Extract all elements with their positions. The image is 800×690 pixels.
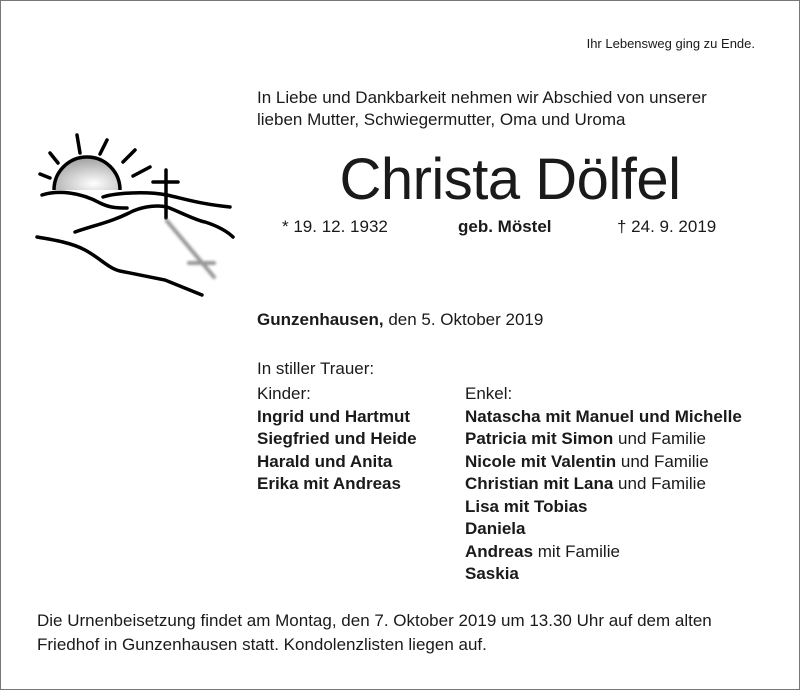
footer-line-1: Die Urnenbeisetzung findet am Montag, den 7. Oktober 2019 um 13.30 Uhr auf dem alten [37,611,712,630]
place: Gunzenhausen, [257,310,384,329]
death-date: † 24. 9. 2019 [617,217,717,236]
intro-line-2: lieben Mutter, Schwiegermutter, Oma und Uroma [257,110,626,129]
children-list [257,383,417,496]
child-entry: Harald und Anita [257,451,393,471]
mourning-label: In stiller Trauer: [257,359,375,378]
place-date-line [257,309,543,332]
grandchildren-label: Enkel: [465,384,513,403]
maiden-name: geb. Möstel [458,217,552,236]
child-entry: Ingrid und Hartmut [257,406,410,426]
child-entry: Siegfried und Heide [257,429,417,448]
child-entry: Erika mit Andreas [257,474,401,493]
grandchild-entry: Andreas mit Familie [465,541,620,561]
grandchild-entry: Lisa mit Tobias [465,496,588,516]
grandchild-entry: Daniela [465,519,526,538]
grandchild-entry: Christian mit Lana und Familie [465,474,706,493]
footer-line-2: Friedhof in Gunzenhausen statt. Kondolenzlisten liegen auf. [37,635,487,654]
deceased-name: Christa Dölfel [339,147,681,212]
grandchild-entry: Nicole mit Valentin und Familie [465,451,709,471]
date: den 5. Oktober 2019 [388,310,544,329]
birth-date: * 19. 12. 1932 [282,217,388,236]
header-line: Ihr Lebensweg ging zu Ende. [586,36,755,51]
intro-line-1: In Liebe und Dankbarkeit nehmen wir Abschied von unserer [257,88,707,107]
children-label: Kinder: [257,384,311,403]
grandchildren-list [465,383,742,586]
grandchild-entry: Natascha mit Manuel und Michelle [465,406,742,426]
grandchild-entry: Patricia mit Simon und Familie [465,429,706,448]
grandchild-entry: Saskia [465,564,519,583]
